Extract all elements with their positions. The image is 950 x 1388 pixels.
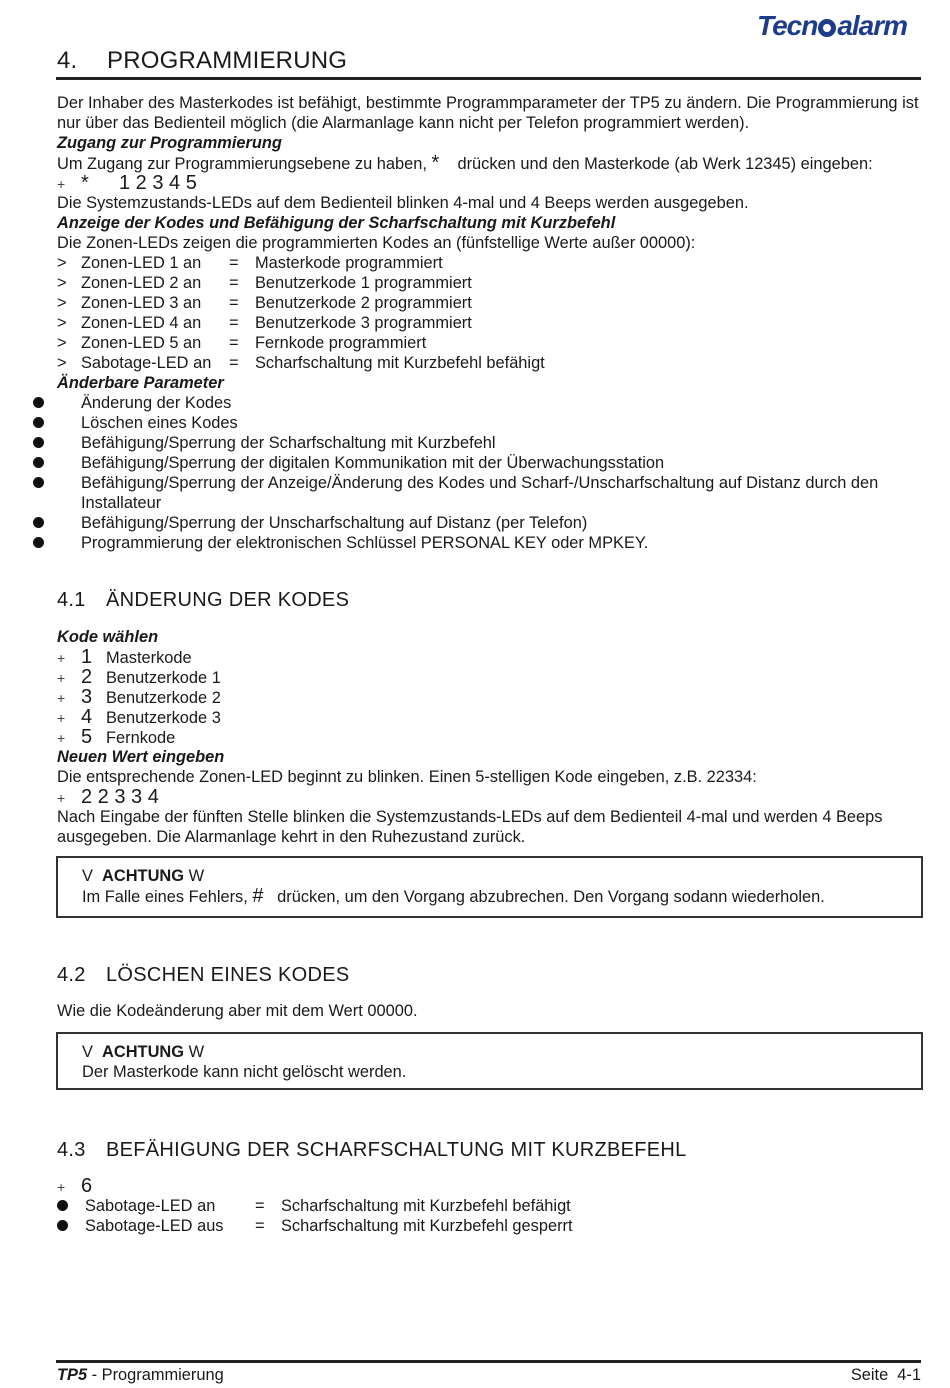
logo-o-mark bbox=[818, 19, 836, 37]
list-item bbox=[57, 433, 923, 453]
code-label: Fernkode bbox=[106, 729, 176, 747]
new-value-text: Die entsprechende Zonen-LED beginnt zu blinken. Einen 5-stelligen Kode eingeben, z.B. 22334: bbox=[57, 768, 757, 786]
code-key: 2 bbox=[81, 666, 93, 688]
led-meaning: Masterkode programmiert bbox=[255, 254, 443, 272]
bullet-icon bbox=[57, 1216, 85, 1236]
display-row bbox=[57, 253, 923, 273]
led-meaning: Benutzerkode 1 programmiert bbox=[255, 274, 472, 292]
display-row bbox=[57, 273, 923, 293]
led-label: Zonen-LED 1 an bbox=[81, 254, 202, 272]
code-key: 4 bbox=[81, 706, 93, 728]
equals-sign: = bbox=[255, 1197, 265, 1215]
row-marker: > bbox=[57, 354, 67, 372]
access-heading: Zugang zur Programmierung bbox=[57, 134, 282, 152]
choose-heading: Kode wählen bbox=[57, 628, 159, 646]
shortcut-sequence: + 6 bbox=[57, 1175, 93, 1197]
new-value-heading: Neuen Wert eingeben bbox=[57, 748, 225, 766]
bullet-icon bbox=[57, 393, 81, 413]
code-row bbox=[57, 687, 923, 707]
plus-sign: + bbox=[57, 650, 66, 666]
code-key: 3 bbox=[81, 686, 93, 708]
display-row bbox=[57, 313, 923, 333]
row-marker: > bbox=[57, 314, 67, 332]
section-4-1-title: 4.1 ÄNDERUNG DER KODES bbox=[57, 589, 350, 611]
equals-sign: = bbox=[229, 274, 239, 292]
params-heading: Änderbare Parameter bbox=[57, 374, 224, 392]
code-row bbox=[57, 707, 923, 727]
page-footer: TP5 - Programmierung Seite 4-1 bbox=[57, 1366, 921, 1384]
params-list bbox=[57, 393, 923, 553]
code-list bbox=[57, 647, 923, 747]
list-item-text: Änderung der Kodes bbox=[81, 394, 232, 412]
led-meaning: Scharfschaltung mit Kurzbefehl befähigt bbox=[281, 1197, 571, 1215]
bullet-dot-icon bbox=[57, 1200, 68, 1211]
bullet-dot-icon bbox=[33, 517, 44, 528]
display-rows bbox=[57, 253, 923, 373]
display-row bbox=[57, 333, 923, 353]
led-meaning: Fernkode programmiert bbox=[255, 334, 427, 352]
section-4-2 bbox=[57, 1001, 923, 1021]
new-value-sequence: + 2 2 3 3 4 bbox=[57, 786, 159, 808]
row-marker: > bbox=[57, 334, 67, 352]
equals-sign: = bbox=[255, 1217, 265, 1235]
display-row bbox=[57, 293, 923, 313]
bullet-icon bbox=[57, 433, 81, 453]
bullet-icon bbox=[57, 473, 81, 493]
led-meaning: Benutzerkode 2 programmiert bbox=[255, 294, 472, 312]
list-item-text: Befähigung/Sperrung der Unscharfschaltung auf Distanz (per Telefon) bbox=[81, 514, 588, 532]
led-label: Zonen-LED 4 an bbox=[81, 314, 202, 332]
after-text: Nach Eingabe der fünften Stelle blinken die Systemzustands-LEDs auf dem Bedienteil 4-mal und werden 4 Beeps ausgegeben. Die Alarmanlage kehrt in den Ruhezustand zurück. bbox=[57, 808, 883, 846]
hash-key: # bbox=[252, 885, 264, 907]
code-row bbox=[57, 667, 923, 687]
code-row bbox=[57, 647, 923, 667]
bullet-dot-icon bbox=[33, 397, 44, 408]
row-marker: > bbox=[57, 254, 67, 272]
section-4-1 bbox=[57, 627, 923, 847]
footer-rule bbox=[56, 1360, 921, 1363]
bullet-icon bbox=[57, 1196, 85, 1216]
access-result: Die Systemzustands-LEDs auf dem Bedienteil blinken 4-mal und 4 Beeps werden ausgegeben. bbox=[57, 194, 749, 212]
tecnoalarm-logo: Tecn alarm bbox=[757, 10, 908, 41]
led-meaning: Benutzerkode 3 programmiert bbox=[255, 314, 472, 332]
list-item bbox=[57, 453, 923, 473]
bullet-dot-icon bbox=[57, 1220, 68, 1231]
code-row bbox=[57, 727, 923, 747]
list-item-text: Löschen eines Kodes bbox=[81, 414, 238, 432]
list-item-text: Befähigung/Sperrung der Anzeige/Änderung des Kodes und Scharf-/Unscharfschaltung auf Distanz durch den Installateur bbox=[81, 474, 879, 512]
list-item bbox=[57, 513, 923, 533]
bullet-dot-icon bbox=[33, 437, 44, 448]
plus-sign: + bbox=[57, 690, 66, 706]
bullet-icon bbox=[57, 413, 81, 433]
list-item-text: Befähigung/Sperrung der Scharfschaltung mit Kurzbefehl bbox=[81, 434, 496, 452]
intro-text: Der Inhaber des Masterkodes ist befähigt, bestimmte Programmparameter der TP5 zu ändern. Die Programmierung ist nur über das Bedienteil möglich (die Alarmanlage kann nicht per Telefon programmiert werden). bbox=[57, 94, 919, 132]
display-text: Die Zonen-LEDs zeigen die programmierten Kodes an (fünfstellige Werte außer 00000): bbox=[57, 234, 696, 252]
bullet-dot-icon bbox=[33, 417, 44, 428]
code-label: Masterkode bbox=[106, 649, 192, 667]
code-label: Benutzerkode 2 bbox=[106, 689, 221, 707]
access-sequence: + * 1 2 3 4 5 bbox=[57, 172, 197, 194]
display-heading: Anzeige der Kodes und Befähigung der Scharfschaltung mit Kurzbefehl bbox=[57, 214, 616, 232]
shortcut-status-list bbox=[57, 1196, 923, 1236]
led-meaning: Scharfschaltung mit Kurzbefehl befähigt bbox=[255, 354, 545, 372]
led-label: Zonen-LED 2 an bbox=[81, 274, 202, 292]
list-item-text: Programmierung der elektronischen Schlüssel PERSONAL KEY oder MPKEY. bbox=[81, 534, 649, 552]
equals-sign: = bbox=[229, 354, 239, 372]
chapter-title: 4. PROGRAMMIERUNG bbox=[57, 47, 348, 74]
bullet-dot-icon bbox=[33, 457, 44, 468]
status-row bbox=[57, 1196, 923, 1216]
warning-box-1: V ACHTUNG W Im Falle eines Fehlers, # drücken, um den Vorgang abzubrechen. Den Vorgang sodann wiederholen. bbox=[56, 856, 923, 918]
delete-text: Wie die Kodeänderung aber mit dem Wert 00000. bbox=[57, 1002, 418, 1020]
bullet-icon bbox=[57, 513, 81, 533]
list-item-text: Befähigung/Sperrung der digitalen Kommunikation mit der Überwachungsstation bbox=[81, 454, 665, 472]
intro-section bbox=[57, 93, 923, 553]
row-marker: > bbox=[57, 274, 67, 292]
section-4-2-title: 4.2 LÖSCHEN EINES KODES bbox=[57, 964, 350, 986]
code-key: 5 bbox=[81, 726, 93, 748]
list-item bbox=[57, 413, 923, 433]
access-text: Um Zugang zur Programmierungsebene zu haben, * drücken und den Masterkode (ab Werk 12345) eingeben: bbox=[57, 152, 873, 174]
star-key: * bbox=[431, 152, 440, 174]
led-label: Sabotage-LED aus bbox=[85, 1217, 224, 1235]
display-row bbox=[57, 353, 923, 373]
section-4-3 bbox=[57, 1176, 923, 1236]
equals-sign: = bbox=[229, 314, 239, 332]
plus-sign: + bbox=[57, 730, 66, 746]
led-label: Zonen-LED 3 an bbox=[81, 294, 202, 312]
plus-sign: + bbox=[57, 670, 66, 686]
led-label: Sabotage-LED an bbox=[81, 354, 212, 372]
equals-sign: = bbox=[229, 294, 239, 312]
list-item bbox=[57, 533, 923, 553]
bullet-dot-icon bbox=[33, 537, 44, 548]
bullet-icon bbox=[57, 453, 81, 473]
code-label: Benutzerkode 1 bbox=[106, 669, 221, 687]
plus-sign: + bbox=[57, 710, 66, 726]
code-key: 1 bbox=[81, 646, 93, 668]
list-item bbox=[57, 473, 923, 513]
row-marker: > bbox=[57, 294, 67, 312]
bullet-dot-icon bbox=[33, 477, 44, 488]
led-label: Sabotage-LED an bbox=[85, 1197, 216, 1215]
equals-sign: = bbox=[229, 334, 239, 352]
warning-box-2: V ACHTUNG W Der Masterkode kann nicht gelöscht werden. bbox=[56, 1032, 923, 1090]
equals-sign: = bbox=[229, 254, 239, 272]
list-item bbox=[57, 393, 923, 413]
section-4-3-title: 4.3 BEFÄHIGUNG DER SCHARFSCHALTUNG MIT KURZBEFEHL bbox=[57, 1139, 687, 1161]
title-rule bbox=[56, 77, 921, 80]
code-label: Benutzerkode 3 bbox=[106, 709, 221, 727]
led-label: Zonen-LED 5 an bbox=[81, 334, 202, 352]
bullet-icon bbox=[57, 533, 81, 553]
status-row bbox=[57, 1216, 923, 1236]
led-meaning: Scharfschaltung mit Kurzbefehl gesperrt bbox=[281, 1217, 573, 1235]
